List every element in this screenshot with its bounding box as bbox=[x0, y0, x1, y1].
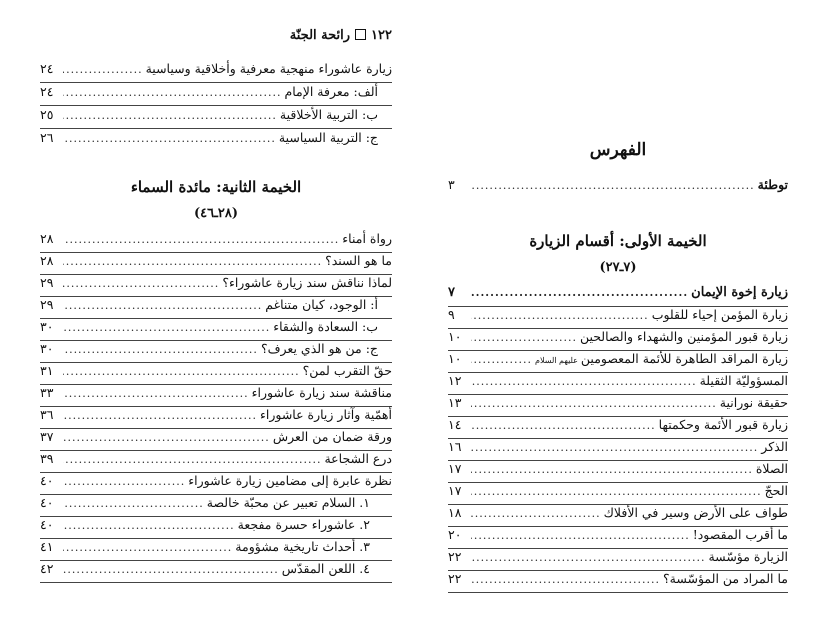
leader-dots bbox=[471, 373, 697, 391]
toc-entry-page: ١٤ bbox=[448, 417, 462, 432]
toc-entry-title: ١. السلام تعبير عن محبّة خالصة bbox=[206, 495, 370, 510]
toc-entry-title: زيارة إخوة الإيمان bbox=[691, 285, 788, 300]
square-ornament-icon bbox=[355, 29, 366, 40]
index-heading: الفهرس bbox=[589, 140, 647, 160]
toc-entry-page: ٢٦ bbox=[40, 130, 54, 145]
toc-entry[interactable] bbox=[448, 350, 788, 373]
leader-dots bbox=[63, 385, 249, 403]
toc-entry-page: ١٧ bbox=[448, 461, 462, 476]
toc-entry[interactable] bbox=[40, 230, 392, 253]
toc-entry[interactable] bbox=[40, 318, 392, 341]
leader-dots bbox=[63, 407, 257, 425]
section-range: (٧ـ٢٧) bbox=[599, 260, 637, 275]
toc-entry[interactable] bbox=[40, 384, 392, 407]
toc-entry-page: ٤٠ bbox=[40, 495, 54, 510]
toc-entry-page: ٤٠ bbox=[40, 517, 54, 532]
toc-entry[interactable] bbox=[40, 560, 392, 583]
toc-entry-title: ما هو السند؟ bbox=[325, 253, 392, 268]
toc-entry-page: ٣٩ bbox=[40, 451, 54, 466]
toc-entry-page: ٢٨ bbox=[40, 231, 54, 246]
leader-dots bbox=[63, 451, 321, 469]
toc-entry[interactable] bbox=[448, 328, 788, 351]
toc-entry-title: ج: من هو الذي يعرف؟ bbox=[260, 341, 378, 356]
toc-entry[interactable] bbox=[448, 570, 788, 593]
toc-entry-title: أ: الوجود، كيان متناغم bbox=[265, 297, 378, 312]
running-head-page-number: ١٢٢ bbox=[371, 28, 392, 43]
honorific-ligature: عليهم السلام bbox=[534, 356, 578, 365]
leader-dots bbox=[63, 561, 279, 579]
toc-entry-page: ٢٠ bbox=[448, 527, 462, 542]
toc-entry-page: ٣١ bbox=[40, 363, 54, 378]
leader-dots bbox=[471, 571, 660, 589]
section-title: الخيمة الثانية: مائدة السماء bbox=[130, 178, 302, 196]
right-page bbox=[448, 0, 788, 639]
leader-dots bbox=[471, 527, 690, 545]
toc-entry-page: ١٠ bbox=[448, 351, 462, 366]
toc-entry-title: لماذا نناقش سند زيارة عاشوراء؟ bbox=[222, 275, 392, 290]
leader-dots bbox=[63, 130, 276, 148]
toc-entry[interactable] bbox=[40, 274, 392, 297]
leader-dots bbox=[471, 549, 705, 567]
toc-entry-page: ٣٧ bbox=[40, 429, 54, 444]
toc-entry-page: ٣٠ bbox=[40, 341, 54, 356]
toc-entry[interactable] bbox=[448, 438, 788, 461]
toc-entry-title: أهمّية وآثار زيارة عاشوراء bbox=[259, 407, 392, 422]
toc-entry-title: توطئة bbox=[757, 177, 788, 192]
toc-entry[interactable] bbox=[40, 538, 392, 561]
toc-entry-title: زيارة المراقد الطاهرة للأئمة المعصومين bbox=[580, 351, 788, 366]
toc-entry-title: نظرة عابرة إلى مضامين زيارة عاشوراء bbox=[188, 473, 392, 488]
toc-entry[interactable] bbox=[40, 106, 392, 129]
toc-entry-page: ٢٢ bbox=[448, 571, 462, 586]
toc-entry-page: ٣٣ bbox=[40, 385, 54, 400]
toc-entry-page: ١٠ bbox=[448, 329, 462, 344]
toc-entry-title: حقّ التقرب لمن؟ bbox=[302, 363, 392, 378]
leader-dots bbox=[63, 517, 235, 535]
leader-dots bbox=[471, 505, 601, 523]
toc-entry[interactable] bbox=[448, 306, 788, 329]
section-title: الخيمة الأولى: أقسام الزيارة bbox=[529, 232, 707, 250]
toc-entry-page: ١٨ bbox=[448, 505, 462, 520]
toc-entry-page: ٤٢ bbox=[40, 561, 54, 576]
leader-dots bbox=[471, 417, 656, 435]
toc-entry[interactable] bbox=[40, 516, 392, 539]
toc-entry-page: ٢٢ bbox=[448, 549, 462, 564]
toc-entry[interactable] bbox=[40, 83, 392, 106]
toc-entry-page: ٢٥ bbox=[40, 107, 54, 122]
toc-entry[interactable] bbox=[448, 548, 788, 571]
toc-entry-page: ٣٠ bbox=[40, 319, 54, 334]
toc-entry[interactable] bbox=[40, 450, 392, 473]
toc-entry[interactable] bbox=[448, 284, 788, 307]
leader-dots bbox=[471, 284, 688, 302]
toc-entry-page: ٤١ bbox=[40, 539, 54, 554]
leader-dots bbox=[471, 329, 577, 347]
running-head bbox=[290, 28, 392, 43]
toc-entry-title: الذكر bbox=[761, 439, 788, 454]
running-head-book-title: رائحة الجنّة bbox=[289, 28, 351, 43]
toc-entry-title: ٢. عاشوراء حسرة مفجعة bbox=[237, 517, 370, 532]
toc-entry-title: ما أقرب المقصود! bbox=[692, 527, 788, 542]
leader-dots bbox=[63, 429, 270, 447]
toc-entry[interactable] bbox=[40, 362, 392, 385]
toc-entry-page: ١٣ bbox=[448, 395, 462, 410]
leader-dots bbox=[63, 253, 322, 271]
toc-entry-page: ٢٤ bbox=[40, 61, 54, 76]
toc-entry-page: ٢٩ bbox=[40, 275, 54, 290]
toc-entry-page: ١٦ bbox=[448, 439, 462, 454]
toc-entry-intro[interactable] bbox=[448, 176, 788, 198]
leader-dots bbox=[63, 341, 258, 359]
toc-entry-page: ٢٨ bbox=[40, 253, 54, 268]
toc-entry-title: الصلاة bbox=[755, 461, 788, 476]
toc-entry[interactable] bbox=[448, 416, 788, 439]
leader-dots bbox=[63, 84, 281, 102]
toc-entry-page: ٣ bbox=[448, 177, 455, 192]
toc-entry[interactable] bbox=[448, 504, 788, 527]
toc-entry-title: ورقة ضمان من العرش bbox=[272, 429, 392, 444]
toc-entry[interactable] bbox=[448, 372, 788, 395]
toc-entry-title: ٤. اللعن المقدّس bbox=[281, 561, 370, 576]
toc-entry[interactable] bbox=[40, 406, 392, 429]
toc-entry-title: زيارة عاشوراء منهجية معرفية وأخلاقية وسياسية bbox=[145, 61, 392, 76]
toc-entry-title: زيارة قبور المؤمنين والشهداء والصالحين bbox=[579, 329, 788, 344]
toc-entry-title: ما المراد من المؤسّسة؟ bbox=[662, 571, 788, 586]
toc-entry-title: ج: التربية السياسية bbox=[278, 130, 378, 145]
toc-entry[interactable] bbox=[448, 394, 788, 417]
leader-dots bbox=[63, 61, 143, 79]
toc-entry-page: ٩ bbox=[448, 307, 455, 322]
toc-entry-page: ١٧ bbox=[448, 483, 462, 498]
section-range: (٢٨ـ٤٦) bbox=[193, 206, 239, 221]
leader-dots bbox=[63, 539, 232, 557]
leader-dots bbox=[63, 363, 300, 381]
leader-dots bbox=[471, 177, 755, 195]
leader-dots bbox=[63, 107, 277, 125]
leader-dots bbox=[471, 461, 753, 479]
toc-entry-page: ٢٤ bbox=[40, 84, 54, 99]
toc-entry-title: المسؤوليّة الثقيلة bbox=[699, 373, 788, 388]
toc-entry-title: ٣. أحداث تاريخية مشؤومة bbox=[235, 539, 370, 554]
toc-entry-title: الزيارة مؤسّسة bbox=[708, 549, 788, 564]
toc-entry[interactable] bbox=[40, 428, 392, 451]
toc-entry-page: ٢٩ bbox=[40, 297, 54, 312]
leader-dots bbox=[471, 395, 717, 413]
leader-dots bbox=[471, 351, 532, 369]
toc-entry[interactable] bbox=[448, 460, 788, 483]
left-page bbox=[40, 0, 392, 639]
toc-entry-title: ب: التربية الأخلاقية bbox=[279, 107, 378, 122]
toc-entry-title: طواف على الأرض وسير في الأفلاك bbox=[603, 505, 788, 520]
toc-entry[interactable] bbox=[448, 482, 788, 505]
leader-dots bbox=[63, 319, 270, 337]
leader-dots bbox=[471, 439, 758, 457]
leader-dots bbox=[63, 275, 219, 293]
toc-entry-title: ب: السعادة والشقاء bbox=[273, 319, 378, 334]
toc-entry-page: ٣٦ bbox=[40, 407, 54, 422]
leader-dots bbox=[471, 307, 649, 325]
toc-entry-title: زيارة المؤمن إحياء للقلوب bbox=[651, 307, 788, 322]
leader-dots bbox=[63, 297, 262, 315]
toc-entry-page: ٤٠ bbox=[40, 473, 54, 488]
toc-entry-title: حقيقة نورانية bbox=[719, 395, 788, 410]
leader-dots bbox=[471, 483, 762, 501]
toc-entry[interactable] bbox=[40, 494, 392, 517]
toc-entry-title: درع الشجاعة bbox=[324, 451, 392, 466]
leader-dots bbox=[63, 473, 185, 491]
toc-entry[interactable] bbox=[40, 472, 392, 495]
toc-entry-title: مناقشة سند زيارة عاشوراء bbox=[251, 385, 392, 400]
toc-entry-title: الحجّ bbox=[764, 483, 788, 498]
toc-entry[interactable] bbox=[448, 526, 788, 549]
toc-entry[interactable] bbox=[40, 129, 392, 151]
toc-entry[interactable] bbox=[40, 296, 392, 319]
toc-entry-title: رواة أمناء bbox=[342, 231, 392, 246]
toc-entry-title: زيارة قبور الأئمة وحكمتها bbox=[658, 417, 788, 432]
toc-entry[interactable] bbox=[40, 252, 392, 275]
toc-entry[interactable] bbox=[40, 60, 392, 83]
toc-entry-title: ألف: معرفة الإمام bbox=[284, 84, 378, 99]
toc-entry-page: ١٢ bbox=[448, 373, 462, 388]
toc-entry[interactable] bbox=[40, 340, 392, 363]
toc-entry-page: ٧ bbox=[448, 285, 455, 300]
leader-dots bbox=[63, 231, 339, 249]
leader-dots bbox=[63, 495, 204, 513]
